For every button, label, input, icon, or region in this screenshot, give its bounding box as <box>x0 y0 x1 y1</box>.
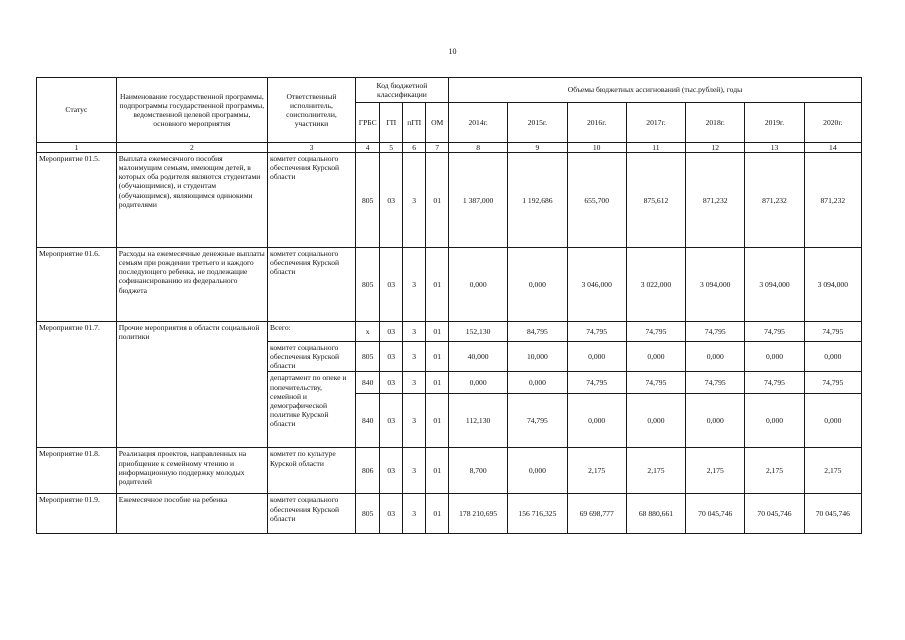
allocation-cell: 74,795 <box>626 322 685 342</box>
measure-status: Мероприятие 01.6. <box>37 248 117 322</box>
measure-responsible: комитет по культуре Курской области <box>268 448 356 494</box>
header-status: Статус <box>37 78 117 143</box>
allocation-cell: 74,795 <box>804 372 861 394</box>
allocation-cell: 70 045,746 <box>686 494 745 534</box>
column-number: 13 <box>745 143 804 153</box>
budget-code-cell: 03 <box>380 322 402 342</box>
column-number: 10 <box>567 143 626 153</box>
allocation-cell: 0,000 <box>567 342 626 372</box>
allocation-cell: 0,000 <box>626 394 685 448</box>
allocation-cell: 74,795 <box>745 372 804 394</box>
allocation-cell: 3 094,000 <box>686 248 745 322</box>
budget-code-cell: 01 <box>426 494 449 534</box>
allocation-cell: 69 698,777 <box>567 494 626 534</box>
allocation-cell: 74,795 <box>508 394 567 448</box>
budget-code-cell: 3 <box>402 372 426 394</box>
allocation-cell: 112,130 <box>448 394 507 448</box>
allocation-cell: 0,000 <box>448 372 507 394</box>
budget-code-cell: 805 <box>355 153 380 248</box>
allocation-cell: 152,130 <box>448 322 507 342</box>
budget-code-cell: 03 <box>380 494 402 534</box>
header-year-7: 2020г. <box>804 103 861 143</box>
measure-status: Мероприятие 01.8. <box>37 448 117 494</box>
header-code-2: ГП <box>380 103 402 143</box>
column-number: 5 <box>380 143 402 153</box>
header-budget-code-group: Код бюджетной классификации <box>355 78 448 103</box>
allocation-cell: 40,000 <box>448 342 507 372</box>
column-number: 7 <box>426 143 449 153</box>
allocation-cell: 0,000 <box>626 342 685 372</box>
measure-status: Мероприятие 01.5. <box>37 153 117 248</box>
allocation-cell: 0,000 <box>508 248 567 322</box>
allocation-cell: 10,000 <box>508 342 567 372</box>
allocation-cell: 156 716,325 <box>508 494 567 534</box>
column-number: 2 <box>116 143 267 153</box>
measure-name: Выплата ежемесячного пособия малоимущим семьям, имеющим детей, в которых оба родителя являются студентами (обучающимися), и студентам (обучающимся), являющимся одинокими родителями <box>116 153 267 248</box>
allocation-cell: 84,795 <box>508 322 567 342</box>
table-row <box>37 153 862 248</box>
budget-code-cell: 01 <box>426 394 449 448</box>
table-row <box>37 322 862 342</box>
table-row <box>37 448 862 494</box>
allocation-cell: 74,795 <box>626 372 685 394</box>
budget-code-cell: 840 <box>355 372 380 394</box>
allocation-cell: 2,175 <box>686 448 745 494</box>
budget-code-cell: 3 <box>402 322 426 342</box>
column-number: 3 <box>268 143 356 153</box>
column-number: 4 <box>355 143 380 153</box>
allocation-cell: 70 045,746 <box>804 494 861 534</box>
header-name: Наименование государственной программы, подпрограммы государственной программы, ведомственной целевой программы, основного мероприятия <box>116 78 267 143</box>
measure-name: Прочие мероприятия в области социальной политики <box>116 322 267 448</box>
allocation-cell: 0,000 <box>567 394 626 448</box>
budget-code-cell: 3 <box>402 248 426 322</box>
budget-code-cell: 805 <box>355 342 380 372</box>
budget-code-cell: 01 <box>426 342 449 372</box>
budget-code-cell: 01 <box>426 372 449 394</box>
budget-code-cell: 01 <box>426 322 449 342</box>
table-row <box>37 248 862 322</box>
allocation-cell: 74,795 <box>567 322 626 342</box>
measure-status: Мероприятие 01.7. <box>37 322 117 448</box>
allocation-cell: 871,232 <box>745 153 804 248</box>
allocation-cell: 68 880,661 <box>626 494 685 534</box>
header-year-6: 2019г. <box>745 103 804 143</box>
budget-code-cell: 03 <box>380 248 402 322</box>
page-number: 10 <box>448 47 457 56</box>
header-responsible: Ответственный исполнитель, соисполнители, участники <box>268 78 356 143</box>
allocation-cell: 3 022,000 <box>626 248 685 322</box>
budget-code-cell: 01 <box>426 248 449 322</box>
header-code-3: пГП <box>402 103 426 143</box>
budget-code-cell: 805 <box>355 248 380 322</box>
allocation-cell: 3 094,000 <box>745 248 804 322</box>
column-number: 8 <box>448 143 507 153</box>
header-allocations-group: Объемы бюджетных ассигнований (тыс.рублей), годы <box>448 78 861 103</box>
allocation-cell: 655,700 <box>567 153 626 248</box>
measure-responsible: департамент по опеке и попечительству, семейной и демографической политике Курской области <box>268 372 356 448</box>
budget-code-cell: 01 <box>426 153 449 248</box>
allocation-cell: 74,795 <box>686 372 745 394</box>
measure-responsible: Всего: <box>268 322 356 342</box>
header-year-3: 2016г. <box>567 103 626 143</box>
allocation-cell: 8,700 <box>448 448 507 494</box>
allocation-cell: 70 045,746 <box>745 494 804 534</box>
column-number: 12 <box>686 143 745 153</box>
allocation-cell: 0,000 <box>686 394 745 448</box>
allocation-cell: 3 094,000 <box>804 248 861 322</box>
measure-name: Ежемесячное пособие на ребенка <box>116 494 267 534</box>
measure-responsible: комитет социального обеспечения Курской области <box>268 342 356 372</box>
header-code-4: ОМ <box>426 103 449 143</box>
measure-name: Расходы на ежемесячные денежные выплаты семьям при рождении третьего и каждого последующего ребенка, не подлежащие софинансированию из федерального бюджета <box>116 248 267 322</box>
column-number: 1 <box>37 143 117 153</box>
measure-responsible: комитет социального обеспечения Курской области <box>268 494 356 534</box>
budget-code-cell: 840 <box>355 394 380 448</box>
allocation-cell: 0,000 <box>508 448 567 494</box>
budget-code-cell: 806 <box>355 448 380 494</box>
allocation-cell: 0,000 <box>804 394 861 448</box>
allocation-cell: 2,175 <box>745 448 804 494</box>
table-row <box>37 494 862 534</box>
allocation-cell: 2,175 <box>804 448 861 494</box>
column-number: 9 <box>508 143 567 153</box>
allocation-cell: 0,000 <box>745 394 804 448</box>
header-code-1: ГРБС <box>355 103 380 143</box>
allocation-cell: 2,175 <box>567 448 626 494</box>
budget-code-cell: 03 <box>380 448 402 494</box>
budget-code-cell: 03 <box>380 394 402 448</box>
allocation-cell: 1 192,686 <box>508 153 567 248</box>
allocation-cell: 74,795 <box>686 322 745 342</box>
allocation-cell: 74,795 <box>567 372 626 394</box>
measure-status: Мероприятие 01.9. <box>37 494 117 534</box>
budget-code-cell: 01 <box>426 448 449 494</box>
allocation-cell: 0,000 <box>448 248 507 322</box>
header-year-4: 2017г. <box>626 103 685 143</box>
allocation-cell: 0,000 <box>745 342 804 372</box>
measure-responsible: комитет социального обеспечения Курской области <box>268 248 356 322</box>
budget-code-cell: 03 <box>380 342 402 372</box>
allocation-cell: 2,175 <box>626 448 685 494</box>
allocation-cell: 1 387,000 <box>448 153 507 248</box>
allocation-cell: 0,000 <box>686 342 745 372</box>
budget-code-cell: 3 <box>402 494 426 534</box>
budget-code-cell: 3 <box>402 394 426 448</box>
budget-code-cell: х <box>355 322 380 342</box>
measure-responsible: комитет социального обеспечения Курской области <box>268 153 356 248</box>
budget-code-cell: 3 <box>402 153 426 248</box>
allocation-cell: 875,612 <box>626 153 685 248</box>
allocation-cell: 871,232 <box>804 153 861 248</box>
header-year-5: 2018г. <box>686 103 745 143</box>
allocation-cell: 178 210,695 <box>448 494 507 534</box>
allocation-cell: 0,000 <box>804 342 861 372</box>
measure-name: Реализация проектов, направленных на приобщение к семейному чтению и информационную поддержку молодых родителей <box>116 448 267 494</box>
column-number: 14 <box>804 143 861 153</box>
allocation-cell: 0,000 <box>508 372 567 394</box>
budget-code-cell: 03 <box>380 153 402 248</box>
header-year-2: 2015г. <box>508 103 567 143</box>
budget-code-cell: 03 <box>380 372 402 394</box>
budget-code-cell: 3 <box>402 448 426 494</box>
allocation-cell: 74,795 <box>745 322 804 342</box>
column-number: 6 <box>402 143 426 153</box>
budget-code-cell: 3 <box>402 342 426 372</box>
allocation-cell: 871,232 <box>686 153 745 248</box>
header-year-1: 2014г. <box>448 103 507 143</box>
budget-code-cell: 805 <box>355 494 380 534</box>
budget-table <box>36 77 862 534</box>
column-number: 11 <box>626 143 685 153</box>
allocation-cell: 3 046,000 <box>567 248 626 322</box>
allocation-cell: 74,795 <box>804 322 861 342</box>
